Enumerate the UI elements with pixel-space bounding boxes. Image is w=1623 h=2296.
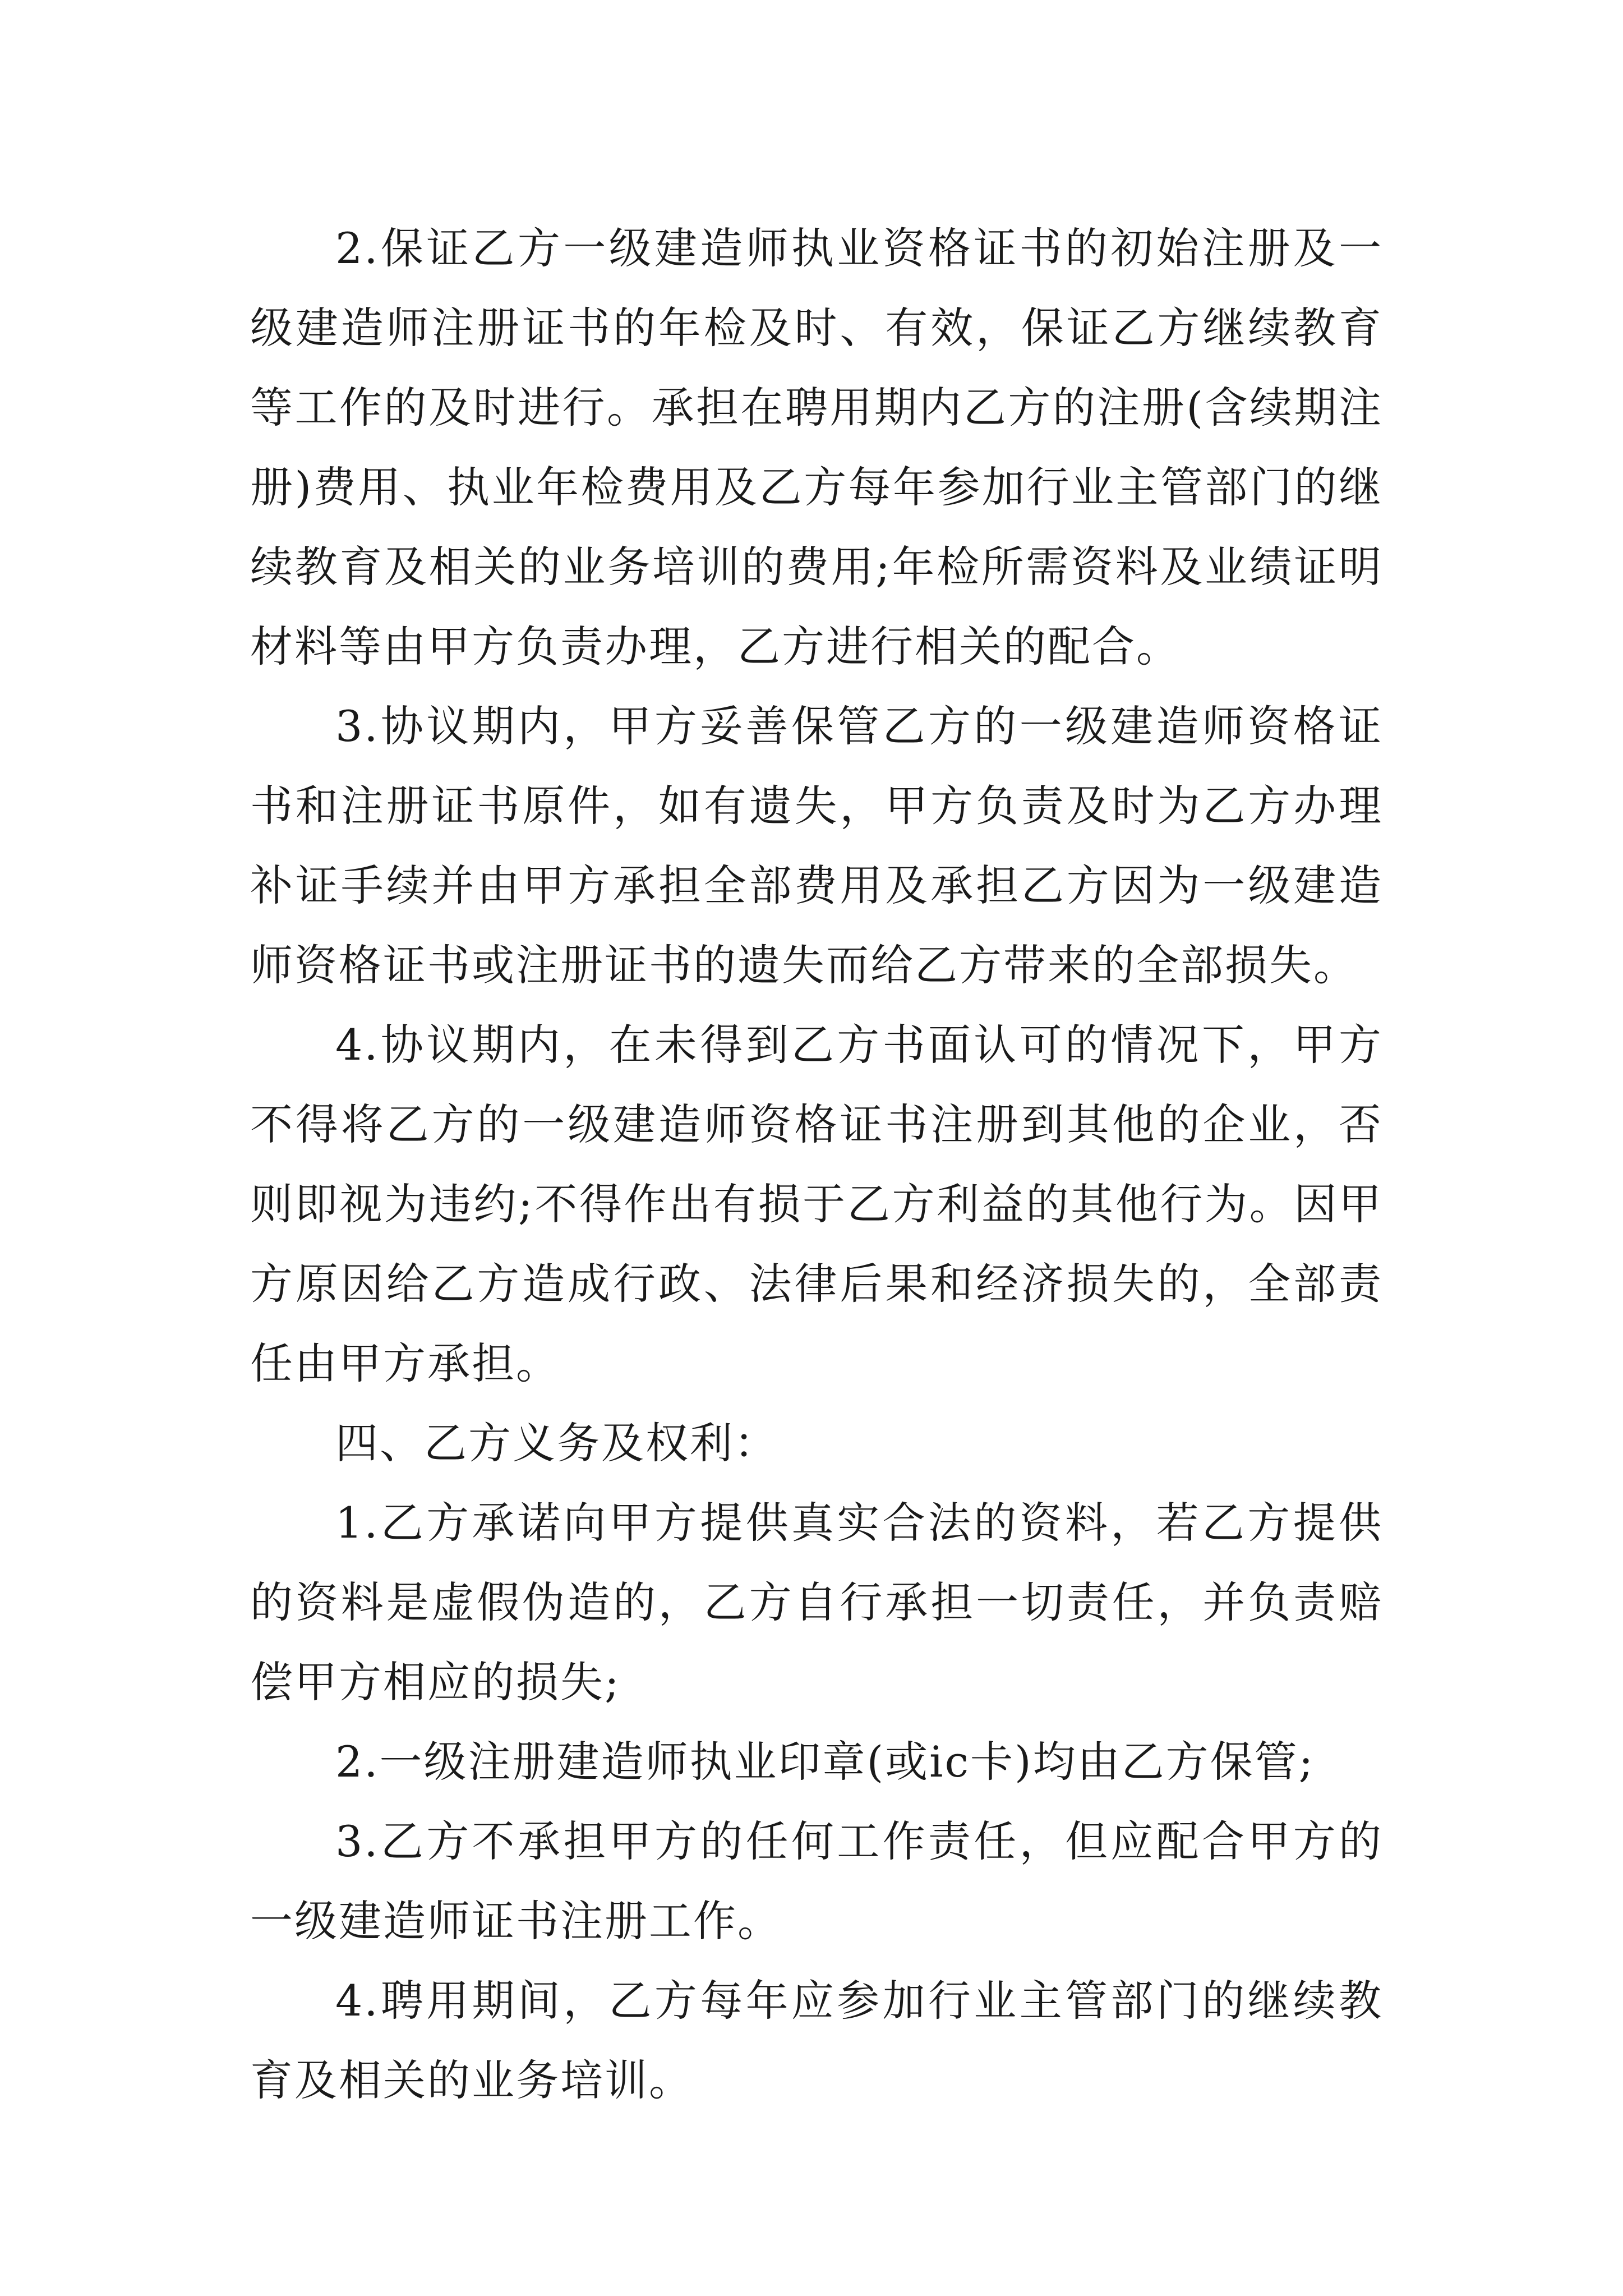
paragraph-clause-3-3: 3.协议期内，甲方妥善保管乙方的一级建造师资格证书和注册证书原件，如有遗失，甲方负责及时为乙方办理补证手续并由甲方承担全部费用及承担乙方因为一级建造师资格证书或注册证书的遗失而给乙方带来的全部损失。 xyxy=(250,701,1383,990)
paragraph-clause-3-4: 4.协议期内，在未得到乙方书面认可的情况下，甲方不得将乙方的一级建造师资格证书注册到其他的企业，否则即视为违约;不得作出有损于乙方利益的其他行为。因甲方原因给乙方造成行政、法律后果和经济损失的，全部责任由甲方承担。 xyxy=(250,1020,1383,1388)
paragraph-clause-3-2: 2.保证乙方一级建造师执业资格证书的初始注册及一级建造师注册证书的年检及时、有效，保证乙方继续教育等工作的及时进行。承担在聘用期内乙方的注册(含续期注册)费用、执业年检费用及乙方每年参加行业主管部门的继续教育及相关的业务培训的费用;年检所需资料及业绩证明材料等由甲方负责办理，乙方进行相关的配合。 xyxy=(250,223,1383,671)
paragraph-clause-4-4: 4.聘用期间，乙方每年应参加行业主管部门的继续教育及相关的业务培训。 xyxy=(250,1976,1383,2105)
paragraph-clause-4-3: 3.乙方不承担甲方的任何工作责任，但应配合甲方的一级建造师证书注册工作。 xyxy=(250,1816,1383,1946)
paragraph-clause-4-2: 2.一级注册建造师执业印章(或ic卡)均由乙方保管; xyxy=(335,1737,1315,1787)
document-body xyxy=(250,209,1383,2120)
section-heading-party-b-obligations: 四、乙方义务及权利： xyxy=(335,1418,778,1468)
paragraph-clause-4-1: 1.乙方承诺向甲方提供真实合法的资料，若乙方提供的资料是虚假伪造的，乙方自行承担一切责任，并负责赔偿甲方相应的损失; xyxy=(250,1498,1383,1707)
